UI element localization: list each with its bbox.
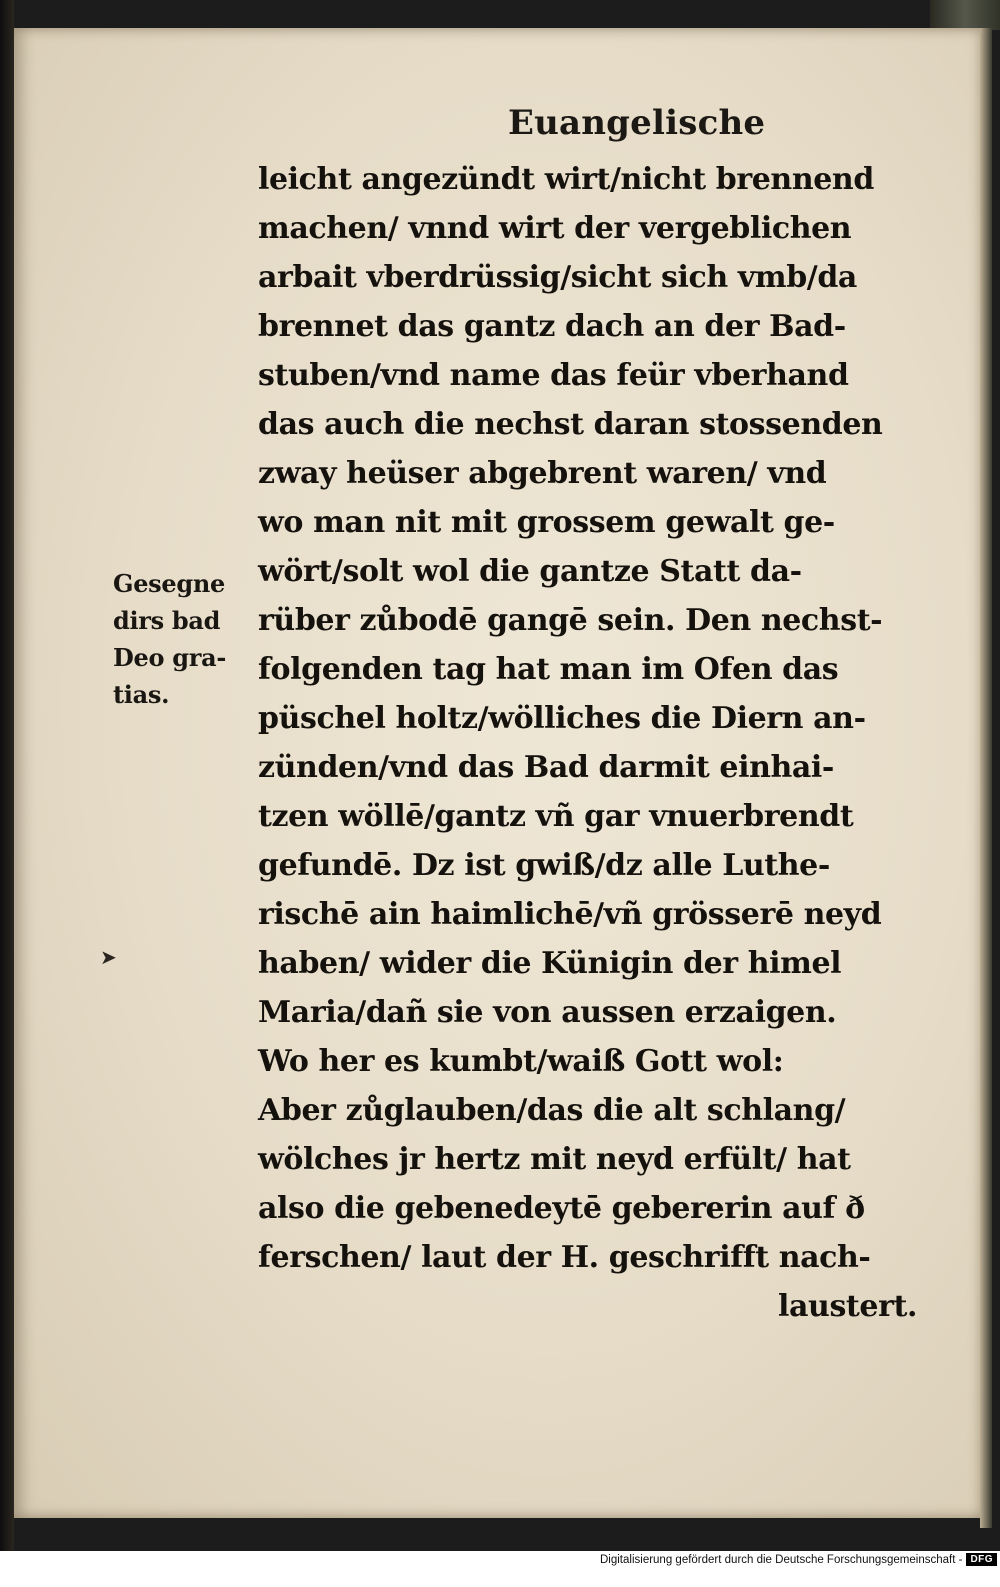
text-line: also die gebenedeytē gebererin auf ð <box>258 1191 865 1226</box>
text-line: zünden/vnd das Bad darmit einhai- <box>258 750 834 785</box>
text-line: püschel holtz/wölliches die Diern an- <box>258 701 866 736</box>
marginal-line: dirs bad <box>113 606 221 635</box>
book-spine-strip <box>930 0 1000 30</box>
text-line: machen/ vnnd wirt der vergeblichen <box>258 211 852 246</box>
text-line: tzen wöllē/gantz vñ gar vnuerbrendt <box>258 799 854 834</box>
marginal-line: tias. <box>113 680 170 709</box>
text-line: ferschen/ laut der H. geschrifft nach- <box>258 1240 871 1275</box>
text-line: wört/solt wol die gantze Statt da- <box>258 554 802 589</box>
text-line: Maria/dañ sie von aussen erzaigen. <box>258 995 837 1030</box>
footer-text: Digitalisierung gefördert durch die Deutsche Forschungsgemeinschaft - <box>600 1553 963 1566</box>
text-line: das auch die nechst daran stossenden <box>258 407 883 442</box>
text-line: stuben/vnd name das feür vberhand <box>258 358 849 393</box>
text-line: rüber zůbodē gangē sein. Den nechst- <box>258 603 883 638</box>
text-line: Wo her es kumbt/waiß Gott wol: <box>258 1044 784 1079</box>
text-line: folgenden tag hat man im Ofen das <box>258 652 839 687</box>
manicule-mark-icon: ➤ <box>100 945 117 969</box>
text-line: arbait vberdrüssig/sicht sich vmb/da <box>258 260 857 295</box>
text-line-last: laustert. <box>778 1289 917 1324</box>
text-line: wölches jr hertz mit neyd erfült/ hat <box>258 1142 851 1177</box>
page-edge <box>980 28 992 1528</box>
text-line: rischē ain haimlichē/vñ grösserē neyd <box>258 897 882 932</box>
text-line: gefundē. Dz ist gwiß/dz alle Luthe- <box>258 848 830 883</box>
text-line: haben/ wider die Künigin der himel <box>258 946 842 981</box>
book-cover-edge <box>0 0 14 1551</box>
text-line: Aber zůglauben/das die alt schlang/ <box>258 1093 846 1128</box>
marginal-line: Deo gra- <box>113 643 226 672</box>
dfg-logo: DFG <box>966 1553 997 1566</box>
text-line: wo man nit mit grossem gewalt ge- <box>258 505 835 540</box>
text-line: zway heüser abgebrent waren/ vnd <box>258 456 827 491</box>
digitization-footer <box>600 1553 997 1566</box>
text-line: brennet das gantz dach an der Bad- <box>258 309 846 344</box>
marginal-line: Gesegne <box>113 569 225 598</box>
body-text <box>258 155 958 1331</box>
running-head: Euangelische <box>508 103 766 143</box>
text-line: leicht angezündt wirt/nicht brennend <box>258 162 874 197</box>
marginal-note <box>113 565 253 713</box>
